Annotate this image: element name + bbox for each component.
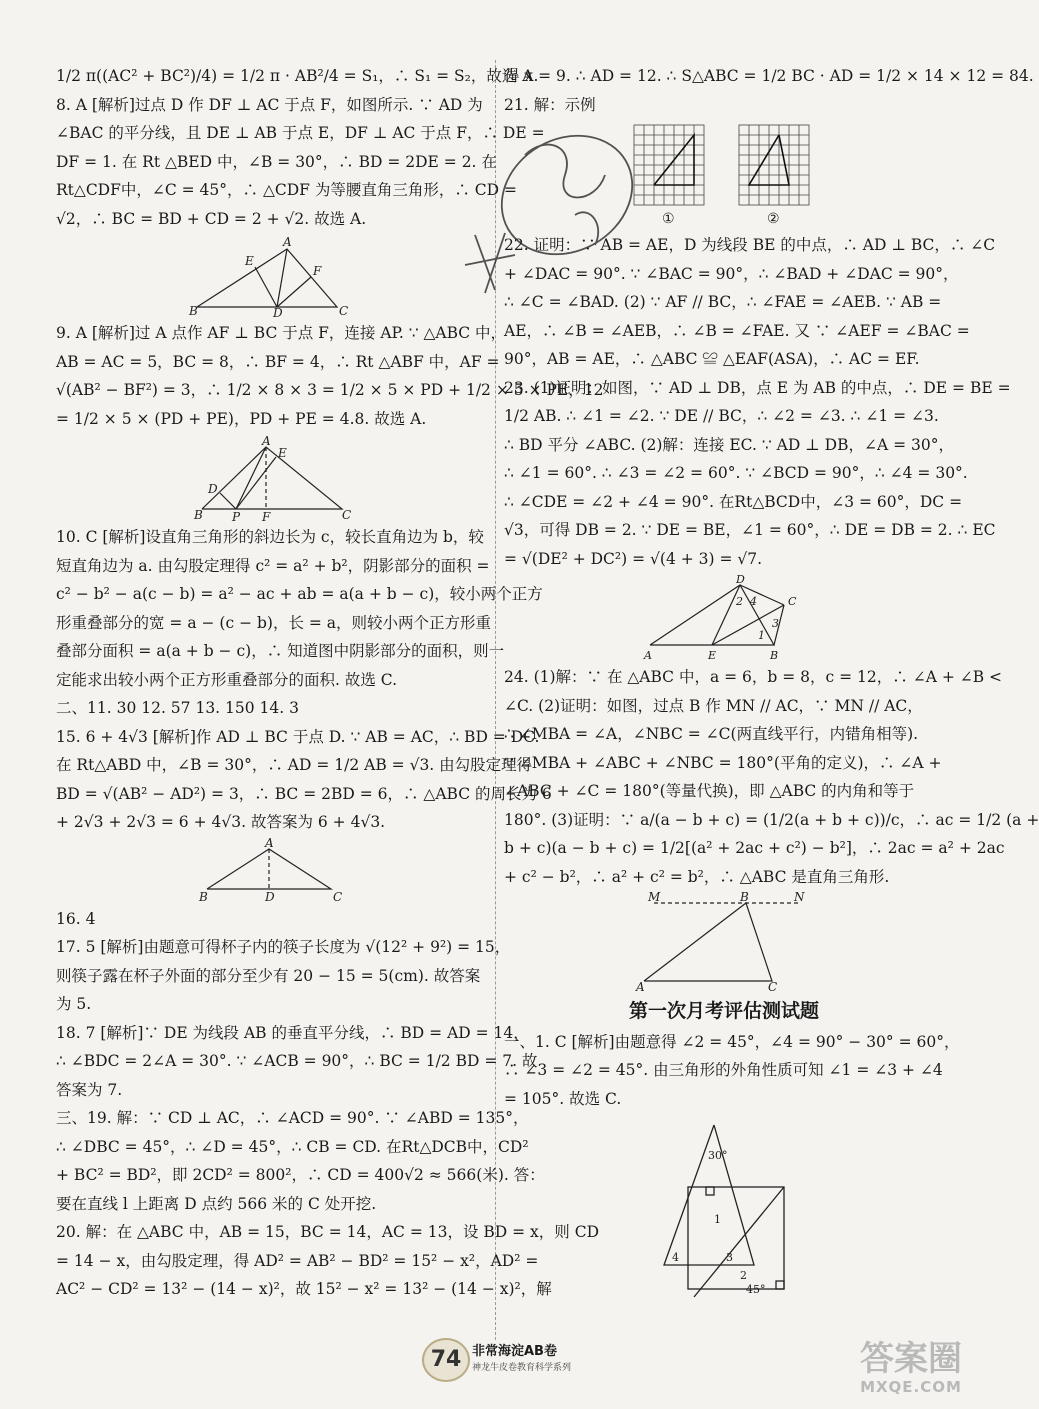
figure-q24 xyxy=(634,890,814,994)
text-line: + 2√3 + 2√3 = 6 + 4√3. 故答案为 6 + 4√3. xyxy=(56,813,386,831)
text-line: 答案为 7. xyxy=(56,1080,123,1099)
text-line: 9. A [解析]过 A 点作 AF ⊥ BC 于点 F，连接 AP. ∵ △ABC 中， xyxy=(56,324,507,342)
text-line: 二、11. 30 12. 57 13. 150 14. 3 xyxy=(56,699,299,717)
label-fig1: ① xyxy=(662,211,675,227)
figure-q21-grids xyxy=(624,121,824,229)
text-line: √3，可得 DB = 2. ∵ DE = BE，∠1 = 60°，∴ DE = DB = 2. ∴ EC xyxy=(504,521,996,539)
label-B: B xyxy=(194,508,203,522)
label-C: C xyxy=(342,508,352,522)
label-30deg: 30° xyxy=(708,1149,728,1162)
figure-q9 xyxy=(192,434,352,524)
section-title: 第一次月考评估测试题 xyxy=(628,1000,819,1022)
text-line: ∵ ∠MBA + ∠ABC + ∠NBC = 180°(平角的定义)，∴ ∠A + xyxy=(504,753,942,772)
watermark-logo xyxy=(836,1339,986,1397)
label-C: C xyxy=(333,889,343,904)
text-line: 90°，AB = AE，∴ △ABC ≌ △EAF(ASA)，∴ AC = EF. xyxy=(504,350,920,368)
text-line: 为 5. xyxy=(56,995,92,1013)
label-B: B xyxy=(740,890,749,904)
label-angle3: 3 xyxy=(726,1251,733,1264)
text-line: ∠BAC 的平分线，且 DE ⊥ AB 于点 E，DF ⊥ AC 于点 F，∴ DE = xyxy=(56,124,545,142)
label-angle2: 2 xyxy=(740,1269,747,1282)
label-A: A xyxy=(283,235,292,249)
text-line: Rt△CDF中，∠C = 45°，∴ △CDF 为等腰直角三角形，∴ CD = xyxy=(56,181,517,199)
text-line: 要在直线 l 上距离 D 点约 566 米的 C 处开挖. xyxy=(56,1194,377,1213)
label-A: A xyxy=(262,434,271,448)
label-angle2: 2 xyxy=(736,595,743,608)
label-A: A xyxy=(644,649,652,662)
text-line: = 14 − x，由勾股定理，得 AD² = AB² − BD² = 15² − x²，AD² = xyxy=(56,1251,539,1270)
figure-q23 xyxy=(644,575,804,661)
text-line: b + c)(a − b + c) = 1/2[(a² + 2ac + c²) − b²]，∴ 2ac = a² + 2ac xyxy=(504,839,1005,857)
label-P: P xyxy=(232,510,241,524)
text-line: 24. (1)解：∵ 在 △ABC 中，a = 6，b = 8，c = 12，∴ ∠A + ∠B < xyxy=(504,668,1003,686)
label-45deg: 45° xyxy=(746,1283,766,1296)
label-C: C xyxy=(339,304,349,318)
text-line: BD = √(AB² − AD²) = 3，∴ BC = 2BD = 6，∴ △ABC 的周长为 6 xyxy=(56,784,552,803)
text-line: + c² − b²，∴ a² + c² = b²，∴ △ABC 是直角三角形. xyxy=(504,867,890,886)
text-line: 短直角边为 a. 由勾股定理得 c² = a² + b²，阴影部分的面积 = xyxy=(56,556,490,575)
text-line: AE，∴ ∠B = ∠AEB，∴ ∠B = ∠FAE. 又 ∵ ∠AEF = ∠BAC = xyxy=(504,321,970,340)
text-line: 180°. (3)证明：∵ a/(a − b + c) = (1/2(a + b + c))/c，∴ ac = 1/2 (a + xyxy=(504,810,1039,829)
text-line: ∴ ∠CDE = ∠2 + ∠4 = 90°. 在Rt△BCD中，∠3 = 60°，DC = xyxy=(504,492,963,511)
text-line: = 1/2 × 5 × (PD + PE)，PD + PE = 4.8. 故选 A. xyxy=(56,409,427,428)
text-line: √(AB² − BF²) = 3，∴ 1/2 × 8 × 3 = 1/2 × 5 × PD + 1/2 × 5 × PE，12 xyxy=(56,381,604,399)
figure-q8 xyxy=(187,235,357,320)
label-E: E xyxy=(278,446,287,460)
text-line: 16. 4 xyxy=(56,909,96,928)
page-number: 74 xyxy=(422,1338,470,1382)
text-line: ∴ BD 平分 ∠ABC. (2)解：连接 EC. ∵ AD ⊥ DB，∠A = 30°， xyxy=(504,435,954,454)
label-E: E xyxy=(245,254,254,268)
text-line: 21. 解：示例 xyxy=(504,95,596,114)
text-line: 23. (1)证明：如图，∵ AD ⊥ DB，点 E 为 AB 的中点，∴ DE = BE = xyxy=(504,378,1011,397)
text-line: ∴ ∠DBC = 45°，∴ ∠D = 45°，∴ CB = CD. 在Rt△DCB中，CD² xyxy=(56,1137,529,1156)
text-line: 8. A [解析]过点 D 作 DF ⊥ AC 于点 F，如图所示. ∵ AD 为 xyxy=(56,95,483,114)
text-line: DF = 1. 在 Rt △BED 中，∠B = 30°，∴ BD = 2DE = 2. 在 xyxy=(56,152,497,171)
watermark-text: 答案圈 xyxy=(860,1339,962,1379)
label-B: B xyxy=(189,304,198,318)
text-line: √2，∴ BC = BD + CD = 2 + √2. 故选 A. xyxy=(56,209,367,228)
label-D: D xyxy=(265,889,275,904)
text-line: = 105°. 故选 C. xyxy=(504,1089,622,1108)
label-B: B xyxy=(770,649,779,662)
label-D: D xyxy=(736,573,745,586)
text-line: + BC² = BD²，即 2CD² = 800²，∴ CD = 400√2 ≈ 566(米). 答： xyxy=(56,1166,545,1184)
text-line: 一、1. C [解析]由题意得 ∠2 = 45°，∠4 = 90° − 30° = 60°， xyxy=(504,1032,960,1051)
label-C: C xyxy=(768,980,778,994)
text-line: 1/2 π((AC² + BC²)/4) = 1/2 π · AB²/4 = S₁，∴ S₁ = S₂，故选 A. xyxy=(56,67,539,85)
label-F: F xyxy=(262,510,271,524)
text-line: 18. 7 [解析]∵ DE 为线段 AB 的垂直平分线，∴ BD = AD = 14， xyxy=(56,1023,529,1042)
text-line: 定能求出较小两个正方形重叠部分的面积. 故选 C. xyxy=(56,670,398,689)
right-column xyxy=(504,62,1039,1303)
text-line: c² − b² − a(c − b) = a² − ac + ab = a(a + b − c)，较小两个正方 xyxy=(56,585,543,603)
text-line: 1/2 AB. ∴ ∠1 = ∠2. ∵ DE // BC，∴ ∠2 = ∠3. ∴ ∠1 = ∠3. xyxy=(504,407,939,425)
book-series: 神龙牛皮卷教育科学系列 xyxy=(472,1363,572,1373)
watermark-url: MXQE.COM xyxy=(860,1378,962,1396)
label-fig2: ② xyxy=(767,211,780,227)
text-line: 20. 解：在 △ABC 中，AB = 15，BC = 14，AC = 13，设 BD = x，则 CD xyxy=(56,1223,599,1241)
text-line: 三、19. 解：∵ CD ⊥ AC，∴ ∠ACD = 90°. ∵ ∠ABD = 135°， xyxy=(56,1109,529,1127)
text-line: 形重叠部分的宽 = a − (c − b)，长 = a，则较小两个正方形重 xyxy=(56,613,492,632)
label-D: D xyxy=(273,306,283,320)
label-A: A xyxy=(265,835,274,850)
label-angle4: 4 xyxy=(672,1251,679,1264)
text-line: 叠部分面积 = a(a + b − c)，∴ 知道图中阴影部分的面积，则一 xyxy=(56,642,505,660)
label-F: F xyxy=(313,264,322,278)
text-line: 则筷子露在杯子外面的部分至少有 20 − 15 = 5(cm). 故答案 xyxy=(56,966,481,985)
text-line: ∴ ∠MBA = ∠A，∠NBC = ∠C(两直线平行，内错角相等). xyxy=(504,725,919,743)
label-angle3: 3 xyxy=(772,617,779,630)
book-title: 非常海淀AB卷 xyxy=(472,1344,557,1359)
label-E: E xyxy=(708,649,717,662)
text-line: AB = AC = 5，BC = 8，∴ BF = 4，∴ Rt △ABF 中，AF = xyxy=(56,352,500,371)
label-N: N xyxy=(794,890,805,904)
label-B: B xyxy=(199,889,208,904)
label-M: M xyxy=(648,890,661,904)
label-D: D xyxy=(208,482,218,496)
text-line: ∠ABC + ∠C = 180°(等量代换)，即 △ABC 的内角和等于 xyxy=(504,782,915,800)
text-line: 15. 6 + 4√3 [解析]作 AD ⊥ BC 于点 D. ∵ AB = AC，∴ BD = DC. xyxy=(56,727,540,746)
text-line: 17. 5 [解析]由题意可得杯子内的筷子长度为 √(12² + 9²) = 15， xyxy=(56,938,511,956)
text-line: 得 x = 9. ∴ AD = 12. ∴ S△ABC = 1/2 BC · AD = 1/2 × 14 × 12 = 84. xyxy=(504,67,1034,85)
text-line: ∠C. (2)证明：如图，过点 B 作 MN // AC，∵ MN // AC， xyxy=(504,696,923,715)
text-line: 在 Rt△ABD 中，∠B = 30°，∴ AD = 1/2 AB = √3. 由勾股定理得 xyxy=(56,756,533,774)
figure-month1-q1 xyxy=(634,1115,814,1301)
text-line: AC² − CD² = 13² − (14 − x)²，故 15² − x² = 13² − (14 − x)²，解 xyxy=(56,1280,552,1298)
label-A: A xyxy=(636,980,645,994)
text-line: ∴ ∠1 = 60°. ∴ ∠3 = ∠2 = 60°. ∵ ∠BCD = 90°，∴ ∠4 = 30°. xyxy=(504,464,968,482)
text-line: ∴ ∠3 = ∠2 = 45°. 由三角形的外角性质可知 ∠1 = ∠3 + ∠4 xyxy=(504,1061,943,1079)
label-angle1: 1 xyxy=(714,1213,721,1226)
label-angle4: 4 xyxy=(750,595,757,608)
text-line: + ∠DAC = 90°. ∵ ∠BAC = 90°，∴ ∠BAD + ∠DAC = 90°， xyxy=(504,264,959,283)
label-angle1: 1 xyxy=(758,629,765,642)
text-line: 10. C [解析]设直角三角形的斜边长为 c，较长直角边为 b，较 xyxy=(56,528,484,546)
figure-q15 xyxy=(197,835,347,904)
text-line: 22. 证明：∵ AB = AE，D 为线段 BE 的中点，∴ AD ⊥ BC，∴ ∠C xyxy=(504,236,996,254)
text-line: = √(DE² + DC²) = √(4 + 3) = √7. xyxy=(504,549,763,568)
text-line: ∴ ∠C = ∠BAD. (2) ∵ AF // BC，∴ ∠FAE = ∠AEB. ∵ AB = xyxy=(504,293,942,311)
label-C: C xyxy=(788,595,797,608)
text-line: ∴ ∠BDC = 2∠A = 30°. ∵ ∠ACB = 90°，∴ BC = 1/2 BD = 7. 故 xyxy=(56,1052,538,1070)
